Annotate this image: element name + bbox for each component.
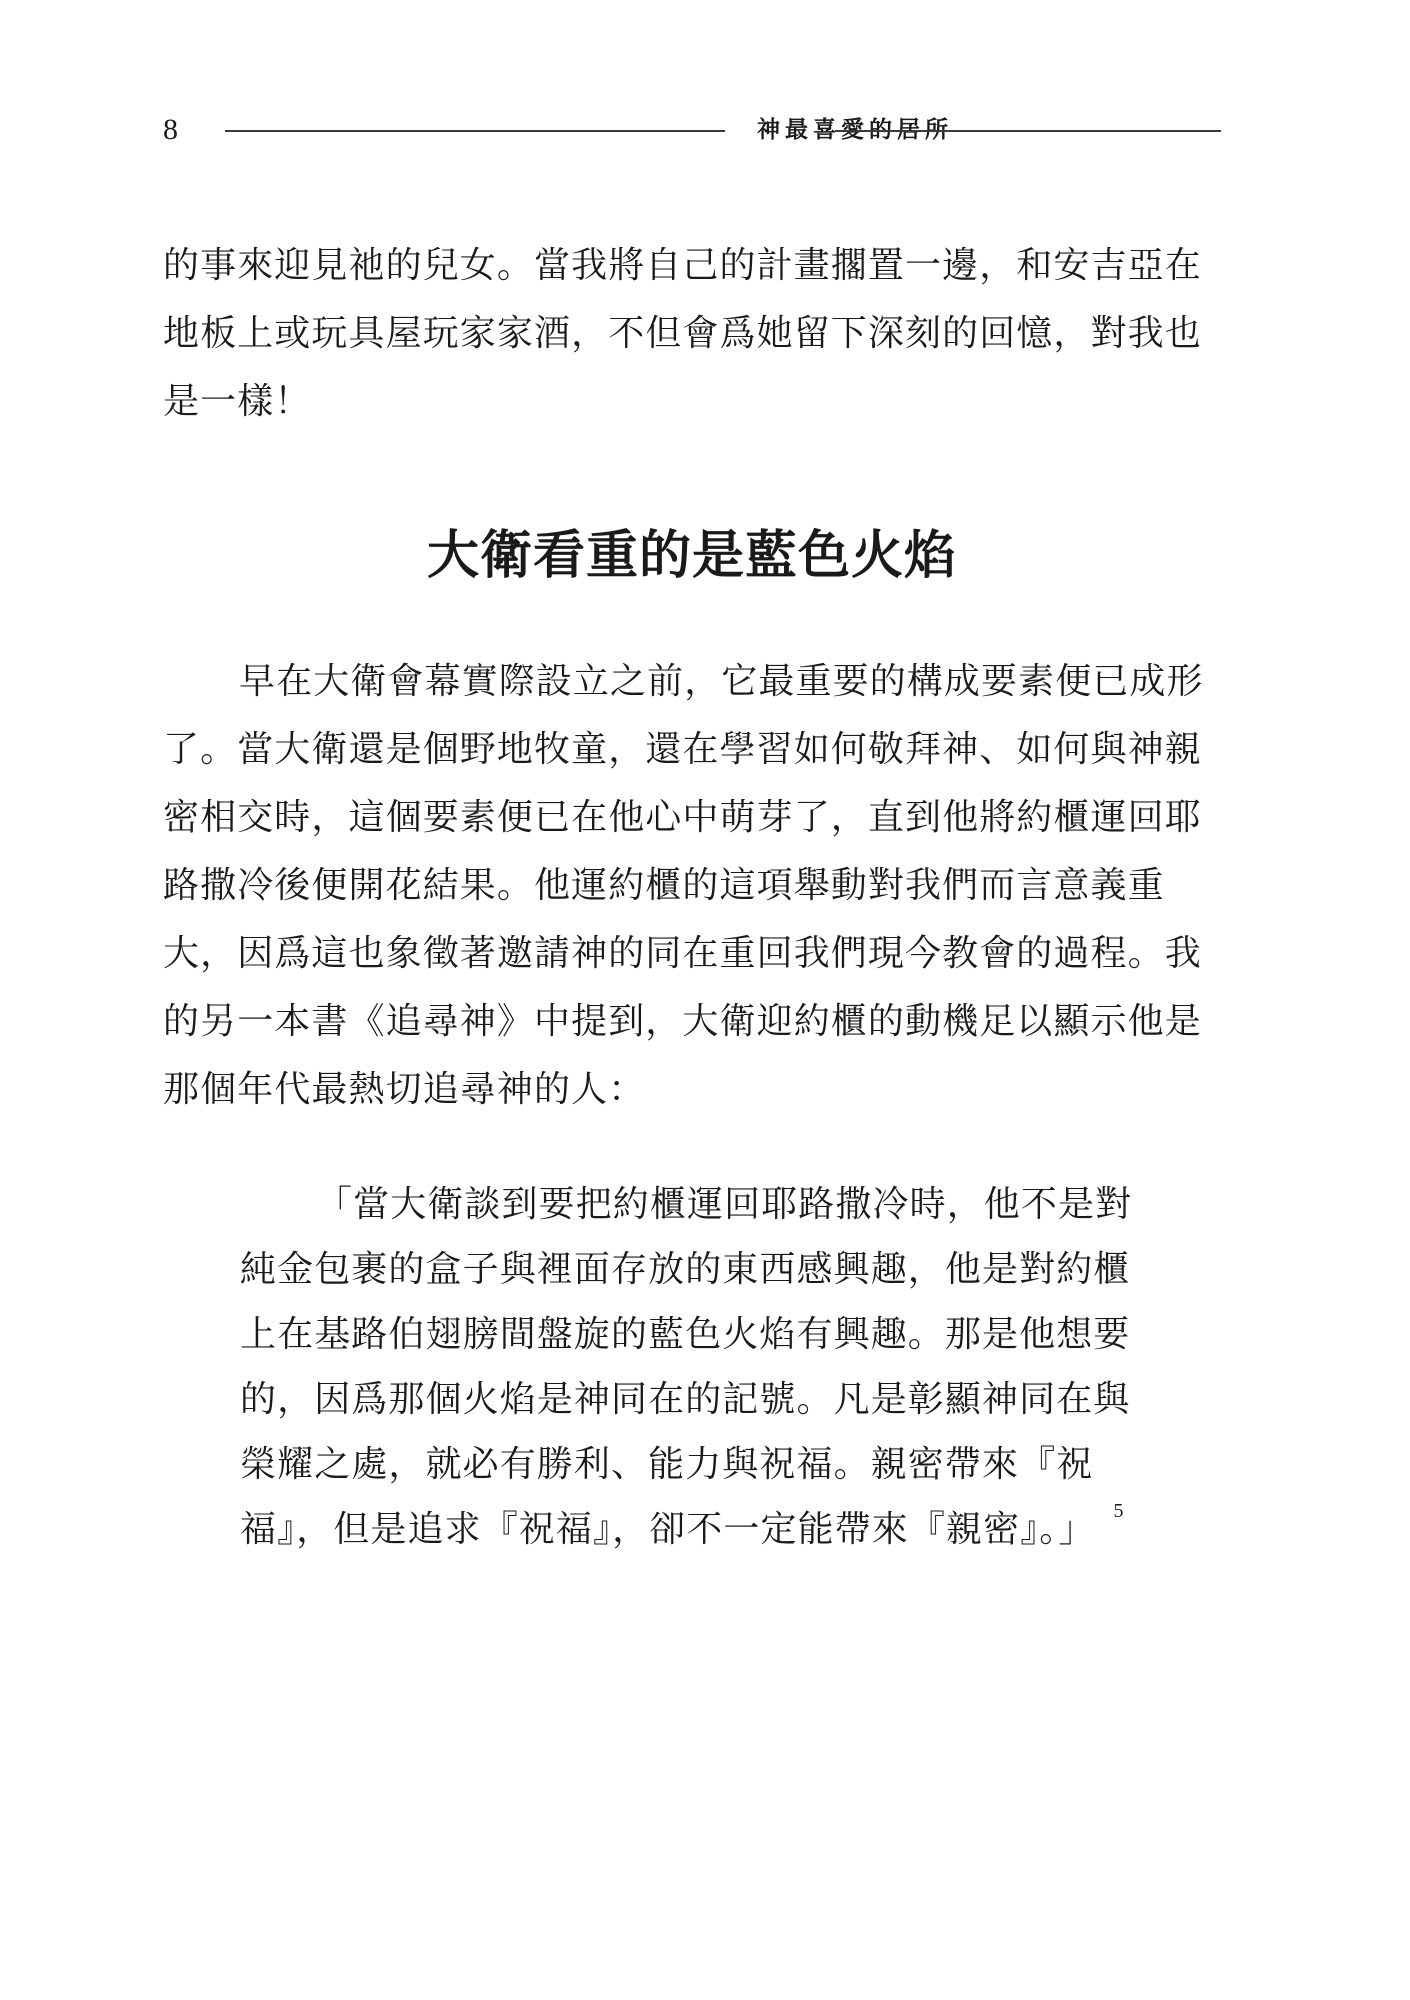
block-quote [240,1172,1145,1562]
header-rule-right [835,130,1221,132]
continuation-paragraph [163,232,1221,436]
header-rule-left [225,130,725,132]
continuation-text: 的事來迎見祂的兒女。當我將自己的計畫擱置一邊，和安吉亞在地板上或玩具屋玩家家酒，不但會爲她留下深刻的回憶，對我也是一樣！ [163,245,1202,422]
section-heading: 大衛看重的是藍色火焰 [426,526,957,586]
running-title: 神最喜愛的居所 [757,117,953,143]
running-header [163,110,1221,150]
body-paragraph [163,648,1221,1124]
body-text: 早在大衛會幕實際設立之前，它最重要的構成要素便已成形了。當大衛還是個野地牧童，還在學習如何敬拜神、如何與神親密相交時，這個要素便已在他心中萌芽了，直到他將約櫃運回耶路撒冷後便開花結果。他運約櫃的這項舉動對我們而言意義重大，因爲這也象徵著邀請神的同在重回我們現今教會的過程。我的另一本書《追尋神》中提到，大衛迎約櫃的動機足以顯示他是那個年代最熱切追尋神的人： [163,661,1204,1110]
page-number: 8 [163,113,178,146]
footnote-marker: 5 [1113,1500,1125,1522]
quote-text: 「當大衛談到要把約櫃運回耶路撒冷時，他不是對純金包裹的盒子與裡面存放的東西感興趣，他是對約櫃上在基路伯翅膀間盤旋的藍色火焰有興趣。那是他想要的，因爲那個火焰是神同在的記號。凡是彰顯神同在與榮耀之處，就必有勝利、能力與祝福。親密帶來『祝福』，但是追求『祝福』，卻不一定能帶來『親密』。」 [240,1184,1133,1550]
